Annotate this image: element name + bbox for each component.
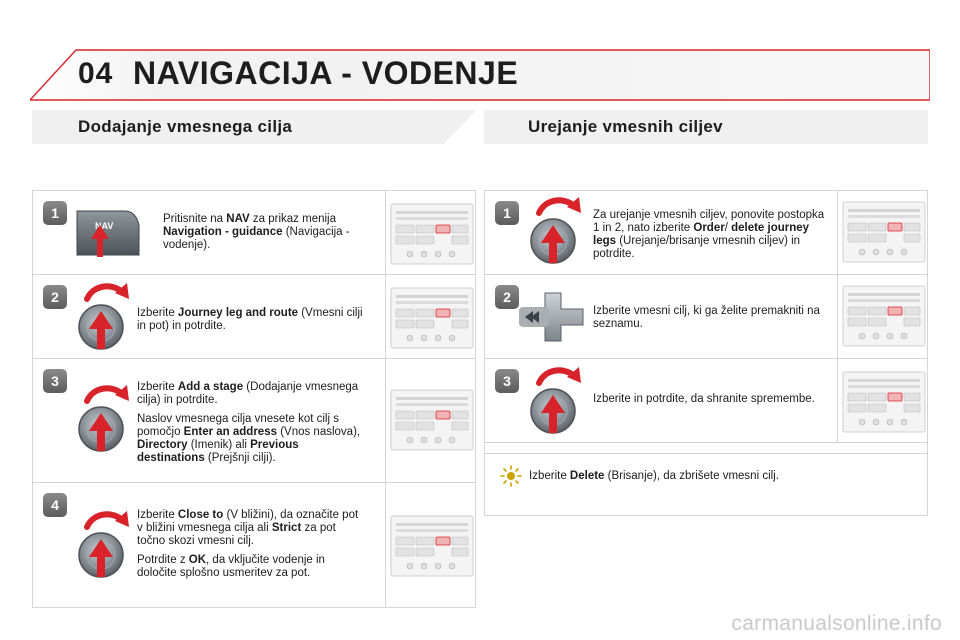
console-thumbnail-column [385, 191, 475, 274]
step-control-icon [71, 281, 135, 360]
step-control-icon [71, 509, 135, 588]
step-number-badge: 3 [43, 369, 67, 393]
rotary-knob-push-icon [71, 281, 135, 355]
text-run: (Navigacija - vodenje). [163, 226, 350, 251]
text-run: Izberite [137, 381, 178, 393]
section-heading-edit-stages-label: Urejanje vmesnih ciljev [528, 117, 723, 136]
text-run: Naslov vmesnega cilja vnesete kot cilj s pomočjo [137, 413, 339, 438]
text-run: Izberite [137, 307, 178, 319]
console-thumbnail [390, 203, 474, 270]
text-run: Izberite in potrdite, da shranite spremembe. [593, 393, 815, 405]
step-row [33, 483, 475, 607]
bold-term: Order [693, 222, 725, 234]
bold-term: Directory [137, 439, 188, 451]
console-thumbnail [842, 285, 926, 352]
bold-term: Journey leg and route [177, 307, 299, 319]
instruction-paragraph [593, 393, 825, 406]
bold-term: Strict [271, 522, 302, 534]
bold-term: NAV [226, 213, 250, 225]
instruction-paragraph [137, 413, 363, 465]
step-instruction [163, 213, 389, 258]
radio-console-thumbnail [842, 201, 926, 263]
step-control-icon [73, 205, 143, 266]
add-stage-steps-panel [32, 190, 476, 608]
radio-console-thumbnail [842, 371, 926, 433]
console-thumbnail [390, 389, 474, 456]
section-heading-add-stage [32, 108, 476, 146]
console-thumbnail-column [385, 275, 475, 358]
text-run: (Dodajanje vmesnega cilja) in potrdite. [137, 381, 359, 406]
console-thumbnail [390, 287, 474, 354]
text-run: (Vnos naslova), [277, 426, 361, 438]
bold-term: OK [188, 554, 207, 566]
console-thumbnail-column [837, 359, 927, 442]
console-thumbnail [842, 201, 926, 268]
step-control-icon [71, 383, 135, 462]
direction-pad-icon [517, 289, 589, 345]
step-row [33, 275, 475, 359]
chapter-number: 04 [78, 57, 114, 90]
step-row [485, 359, 927, 443]
radio-console-thumbnail [390, 203, 474, 265]
tip-sun-icon [499, 464, 523, 488]
tip-icon-wrap [499, 464, 523, 488]
console-thumbnail-column [837, 191, 927, 274]
text-run: Izberite vmesni cilj, ki ga želite premakniti na seznamu. [593, 305, 820, 330]
step-control-icon [523, 195, 587, 274]
text-run: Za urejanje vmesnih ciljev, ponovite postopka 1 in 2, nato izberite [593, 209, 825, 234]
text-run: , da vključite vodenje in določite splošno usmeritev za pot. [137, 554, 325, 579]
step-number-badge: 1 [495, 201, 519, 225]
bold-term: Previous destinations [137, 439, 299, 464]
step-row [485, 275, 927, 359]
bold-term: Enter an address [183, 426, 277, 438]
step-row [33, 191, 475, 275]
step-number-badge: 2 [495, 285, 519, 309]
text-run: (Brisanje), da zbrišete vmesni cilj. [604, 470, 779, 482]
section-heading-edit-stages [484, 108, 928, 146]
instruction-paragraph [137, 307, 363, 333]
section-heading-add-stage-label: Dodajanje vmesnega cilja [78, 117, 293, 136]
bold-term: Navigation - guidance [163, 226, 283, 238]
step-row [485, 191, 927, 275]
text-run: Izberite [137, 509, 178, 521]
instruction-paragraph [137, 554, 363, 580]
text-run: za prikaz menija [249, 213, 337, 225]
edit-stages-steps-panel [484, 190, 928, 516]
radio-console-thumbnail [390, 389, 474, 451]
text-run: (Vmesni cilji in pot) in potrdite. [137, 307, 363, 332]
instruction-paragraph [163, 213, 389, 252]
bold-term: Add a stage [177, 381, 244, 393]
step-instruction [593, 305, 825, 337]
radio-console-thumbnail [390, 515, 474, 577]
nav-button-label: NAV [95, 221, 114, 231]
text-run: / [724, 222, 732, 234]
text-run: Potrdite z [137, 554, 189, 566]
watermark: carmanualsonline.info [731, 612, 942, 635]
radio-console-thumbnail [390, 287, 474, 349]
console-thumbnail-column [385, 359, 475, 482]
tip-row [485, 453, 927, 515]
step-instruction [137, 307, 363, 339]
step-number-badge: 4 [43, 493, 67, 517]
rotary-knob-push-icon [523, 195, 587, 269]
rotary-knob-push-icon [71, 383, 135, 457]
text-run: Izberite [529, 470, 570, 482]
chapter-title: NAVIGACIJA - VODENJE [133, 55, 519, 91]
instruction-paragraph [137, 381, 363, 407]
step-instruction [593, 209, 825, 267]
text-run: (Imenik) ali [187, 439, 251, 451]
step-row [33, 359, 475, 483]
text-run: za pot točno skozi vmesni cilj. [137, 522, 336, 547]
step-control-icon [517, 289, 589, 350]
radio-console-thumbnail [842, 285, 926, 347]
step-instruction [593, 393, 825, 412]
step-instruction [137, 509, 363, 586]
step-control-icon [523, 365, 587, 444]
nav-button-icon [73, 205, 143, 261]
console-thumbnail [390, 515, 474, 582]
text-run: (V bližini), da označite pot v bližini vmesnega cilja ali [137, 509, 359, 534]
instruction-paragraph [593, 305, 825, 331]
step-number-badge: 1 [43, 201, 67, 225]
console-thumbnail-column [837, 275, 927, 358]
bold-term: Delete [569, 470, 605, 482]
step-number-badge: 2 [43, 285, 67, 309]
step-instruction [137, 381, 363, 471]
instruction-paragraph [593, 209, 825, 261]
text-run: (Prejšnji cilji). [204, 452, 276, 464]
bold-term: Close to [177, 509, 224, 521]
rotary-knob-push-icon [523, 365, 587, 439]
console-thumbnail-column [385, 483, 475, 607]
text-run: Pritisnite na [163, 213, 227, 225]
console-thumbnail [842, 371, 926, 438]
rotary-knob-push-icon [71, 509, 135, 583]
bold-term: delete journey legs [593, 222, 810, 247]
text-run: (Urejanje/brisanje vmesnih ciljev) in potrdite. [593, 235, 801, 260]
step-number-badge: 3 [495, 369, 519, 393]
instruction-paragraph [137, 509, 363, 548]
tip-text [529, 470, 909, 483]
